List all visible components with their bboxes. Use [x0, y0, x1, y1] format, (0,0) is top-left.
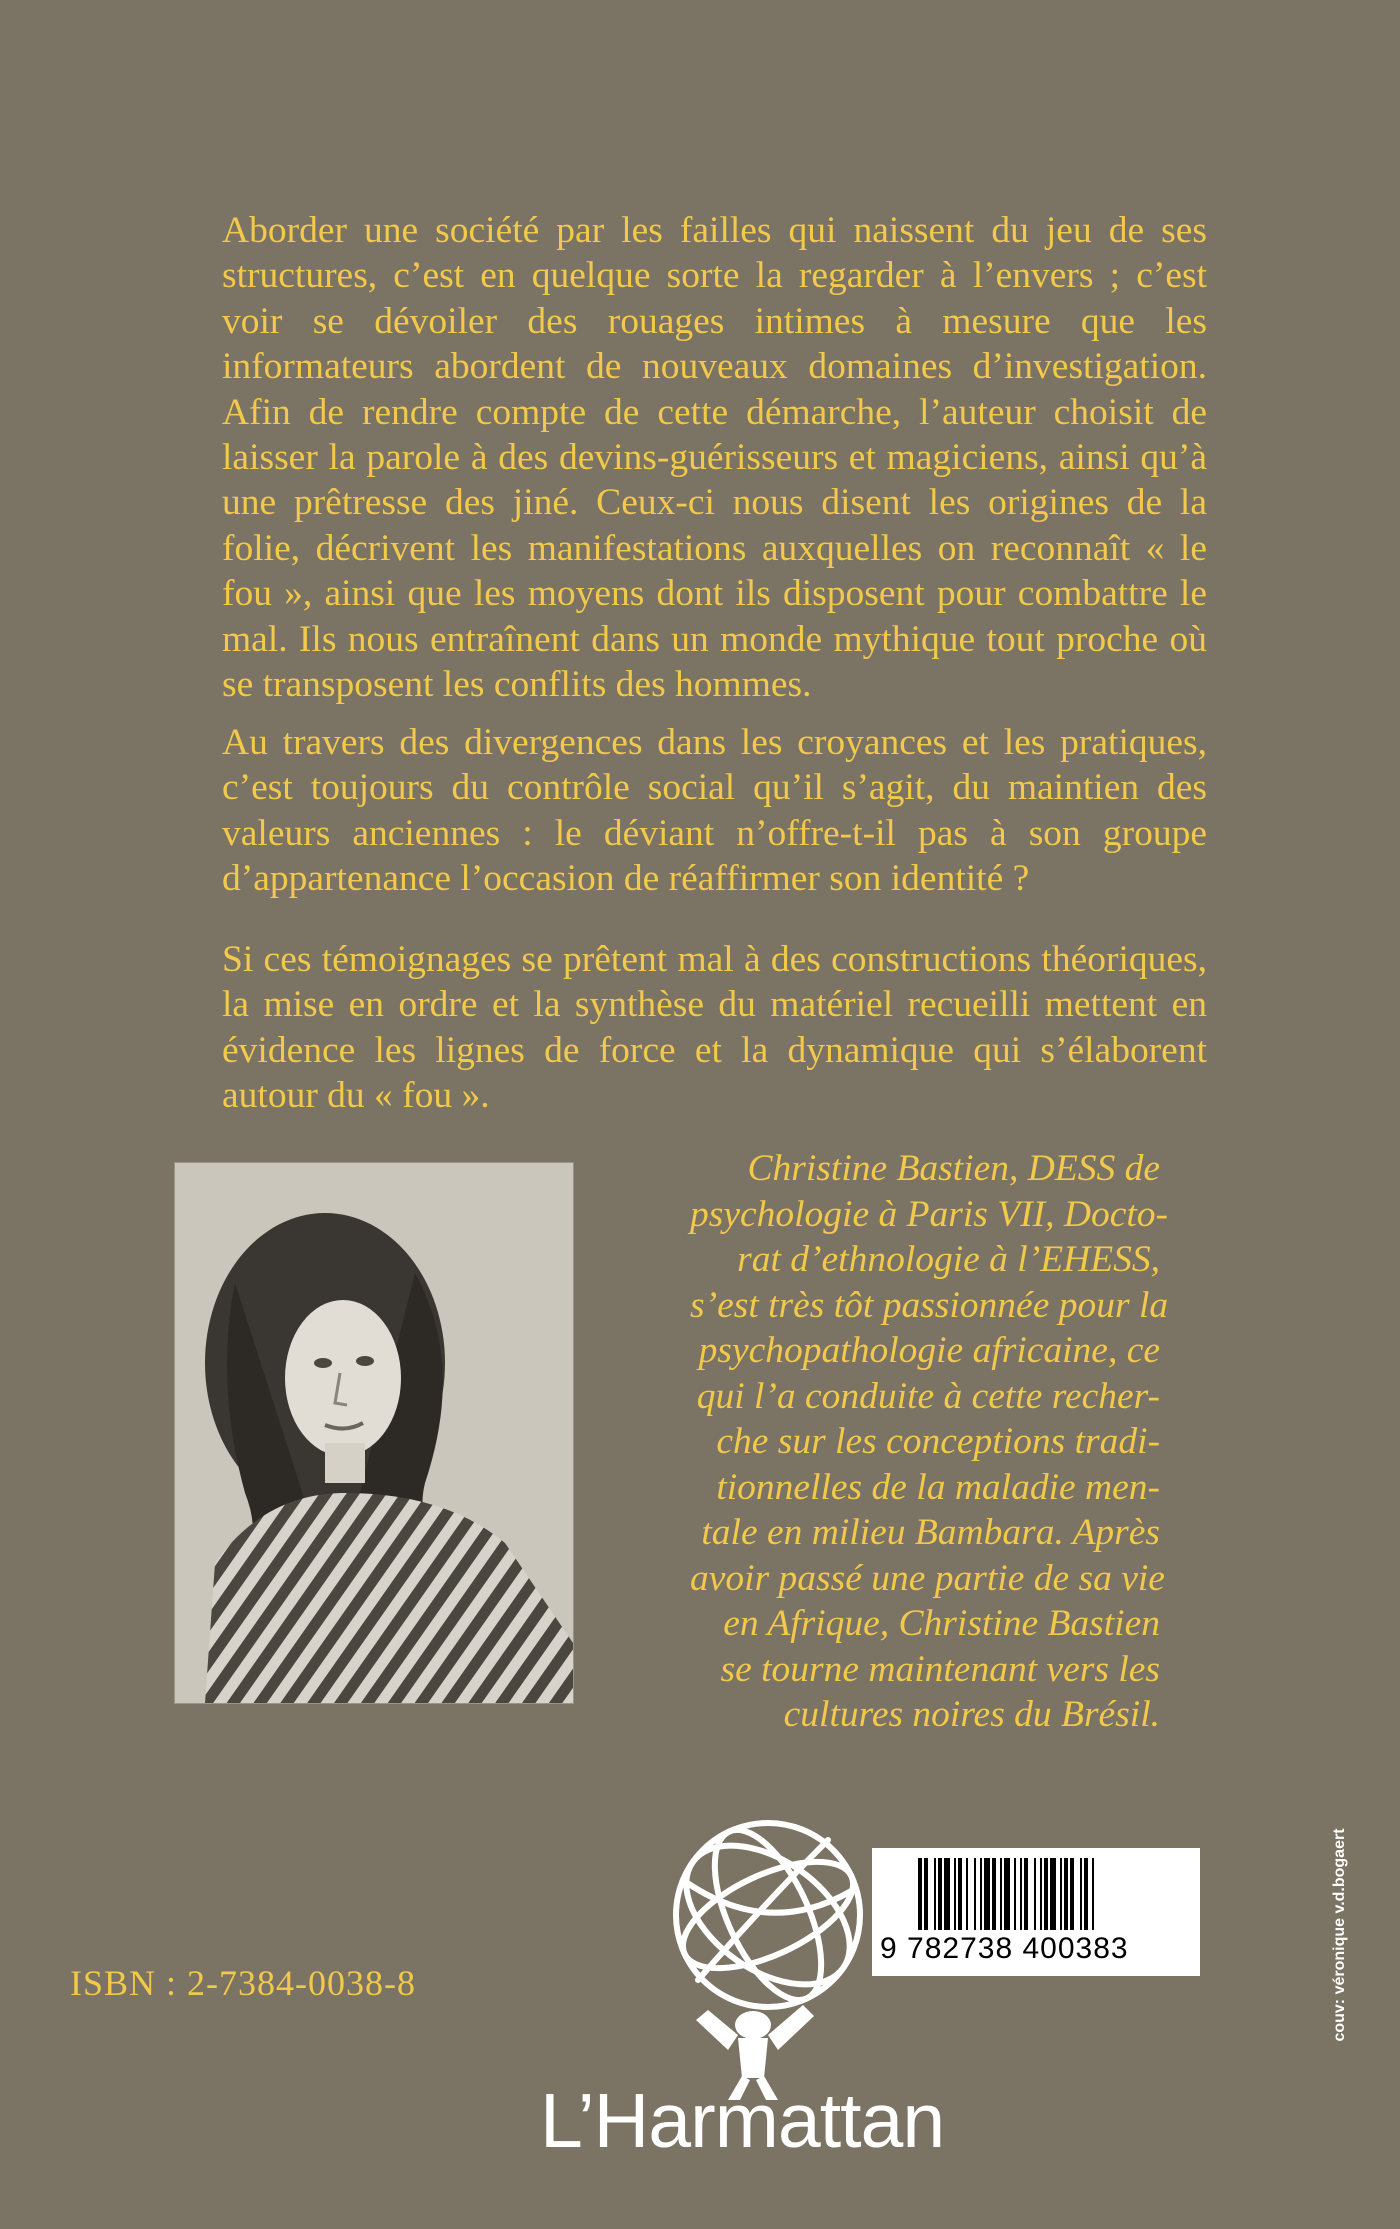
barcode-bar [938, 1858, 942, 1930]
barcode-bar [974, 1858, 976, 1930]
publisher-name: L’Harmattan [540, 2078, 945, 2164]
barcode-bar [992, 1858, 996, 1930]
barcode-bar [1092, 1858, 1094, 1930]
bio-line: en Afrique, Christine Bastien [723, 1603, 1160, 1644]
author-portrait-photo [174, 1162, 574, 1704]
barcode-bar [966, 1858, 968, 1930]
bio-line: rat d’ethnologie à l’EHESS, [737, 1239, 1160, 1280]
isbn-label: ISBN : 2-7384-0038-8 [70, 1963, 416, 2003]
barcode-bar [1044, 1858, 1048, 1930]
bio-line: se tourne maintenant vers les [720, 1648, 1160, 1690]
barcode-bar [980, 1858, 982, 1930]
barcode-bar [954, 1858, 956, 1930]
bio-line: cultures noires du Brésil. [783, 1694, 1160, 1735]
barcode-bar [1080, 1858, 1082, 1930]
barcode [872, 1848, 1200, 1976]
description-paragraph-2: Au travers des divergences dans les croyances et les pratiques, c’est toujours du contrôle social qu’il s’agit, du maintien des valeurs anciennes : le déviant n’offre-t-il pas à son groupe d’appartenance l’occasion de réaffirmer son identité ? [222, 722, 1207, 900]
barcode-bar [1014, 1858, 1016, 1930]
barcode-bar [1070, 1858, 1074, 1930]
barcode-bar [1024, 1858, 1028, 1930]
author-bio [690, 1146, 1169, 1738]
bio-line: s’est très tôt passionnée pour la [690, 1284, 1169, 1326]
barcode-bar [918, 1858, 922, 1930]
barcode-bar [934, 1858, 936, 1930]
barcode-bar [1000, 1858, 1002, 1930]
barcode-bars-icon [918, 1858, 1158, 1930]
description-paragraph-3: Si ces témoignages se prêtent mal à des constructions théoriques, la mise en ordre et la synthèse du matériel recueilli mettent en évidence les lignes de force et la dynamique qui s’élaborent autour du « fou ». [222, 939, 1207, 1117]
bio-line: psychopathologie africaine, ce [698, 1330, 1160, 1371]
bio-line: avoir passé une partie de sa vie [690, 1557, 1165, 1599]
barcode-bar [1040, 1858, 1042, 1930]
barcode-bar [1034, 1858, 1036, 1930]
portrait-illustration [175, 1163, 573, 1703]
barcode-bar [1050, 1858, 1056, 1930]
barcode-bar [1064, 1858, 1068, 1930]
barcode-bar [1020, 1858, 1022, 1930]
barcode-bar [924, 1858, 928, 1930]
bio-line: psychologie à Paris VII, Docto- [690, 1193, 1169, 1235]
barcode-bar [1060, 1858, 1062, 1930]
bio-line: Christine Bastien, DESS de [747, 1148, 1160, 1189]
bio-line: che sur les conceptions tradi- [716, 1421, 1160, 1462]
barcode-bar [984, 1858, 990, 1930]
barcode-bar [958, 1858, 962, 1930]
cover-credit: couv: véronique v.d.bogaert [1331, 1828, 1348, 2042]
barcode-digits: 9 782738 400383 [880, 1932, 1129, 1965]
bio-line: tale en milieu Bambara. Après [701, 1512, 1160, 1553]
barcode-bar [944, 1858, 950, 1930]
barcode-bar [1004, 1858, 1010, 1930]
bio-line: tionnelles de la maladie men- [716, 1466, 1160, 1508]
description-paragraph-1: Aborder une société par les failles qui naissent du jeu de ses structures, c’est en quelque sorte la regarder à l’envers ; c’est voir se dévoiler des rouages intimes à mesure que les informateurs abordent de nouveaux domaines d’investigation. Afin de rendre compte de cette démarche, l’auteur choisit de laisser la parole à des devins-guérisseurs et magiciens, ainsi qu’à une prêtresse des jiné. Ceux-ci nous disent les origines de la folie, décrivent les manifestations auxquelles on reconnaît « le fou », ainsi que les moyens dont ils disposent pour combattre le mal. Ils nous entraînent dans un monde mythique tout proche où se transposent les conflits des hommes. [222, 210, 1207, 706]
bio-line: qui l’a conduite à cette recher- [696, 1375, 1160, 1417]
barcode-bar [1084, 1858, 1088, 1930]
